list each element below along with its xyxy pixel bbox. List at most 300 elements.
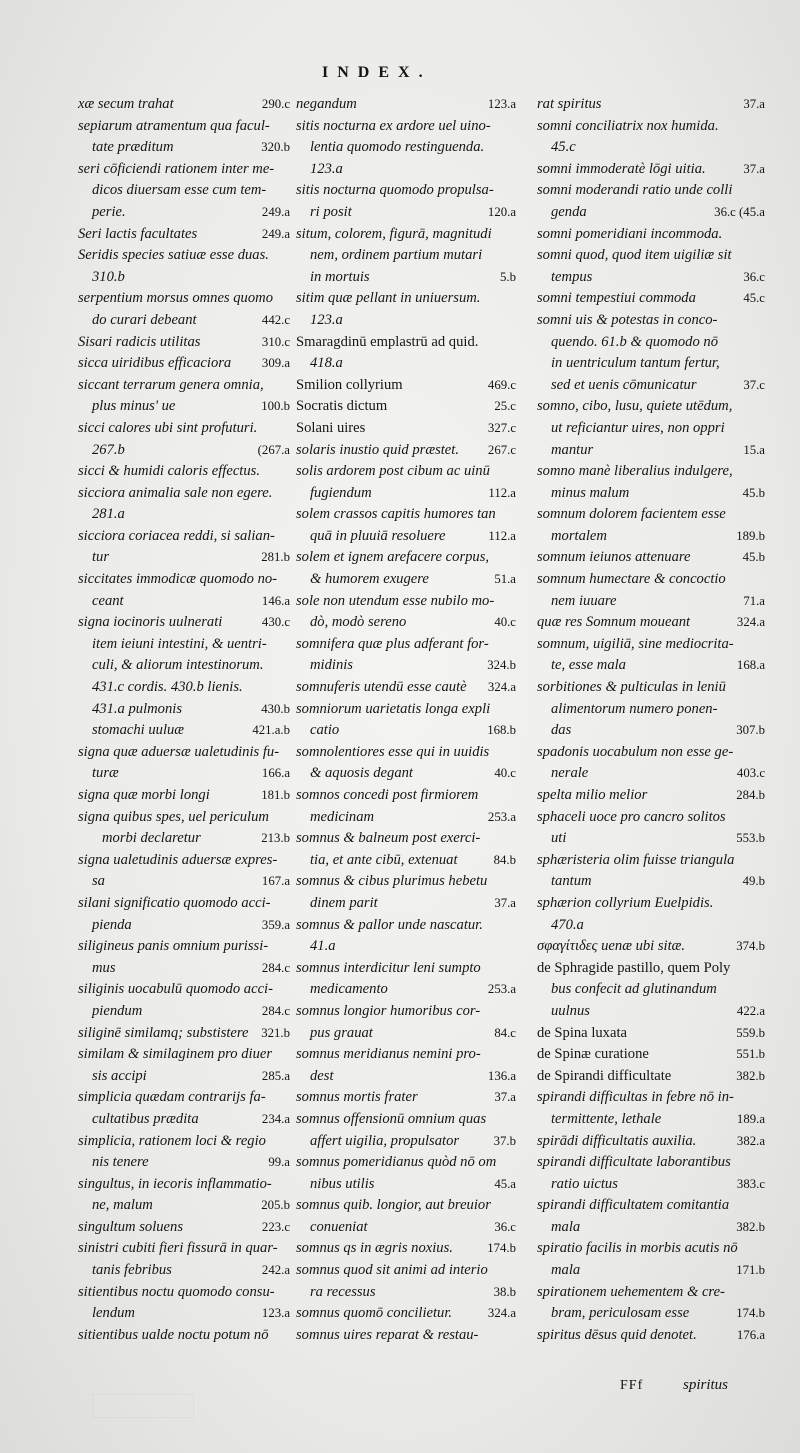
entry-text: tantum xyxy=(551,873,592,890)
page-reference: 181.b xyxy=(261,788,290,802)
page-reference: 321.b xyxy=(261,1025,290,1040)
index-entry xyxy=(296,116,516,138)
index-column-1 xyxy=(78,94,290,1346)
entry-text: nibus utilis xyxy=(310,1175,375,1192)
entry-text: seri cōficiendi rationem inter me- xyxy=(78,160,275,177)
page-reference: 382.b xyxy=(736,1219,765,1234)
index-entry xyxy=(296,202,516,224)
page-reference: 382.b xyxy=(736,1068,765,1083)
index-entry xyxy=(537,828,765,850)
entry-text: pus grauat xyxy=(310,1024,373,1041)
index-entry xyxy=(537,440,765,462)
page-reference: 359.a xyxy=(261,917,290,932)
entry-text: spiritus dēsus quid denotet. xyxy=(537,1326,697,1343)
faded-stamp xyxy=(92,1394,194,1418)
page-reference: 37.c xyxy=(743,377,765,392)
page-reference: 324.a xyxy=(487,680,516,695)
entry-text: silani significatio quomodo acci- xyxy=(78,894,271,911)
entry-text: Sisari radicis utilitas xyxy=(78,333,201,350)
entry-text: sis accipi xyxy=(92,1067,147,1084)
index-entry xyxy=(537,1195,765,1217)
index-entry xyxy=(78,634,290,656)
index-entry xyxy=(537,655,765,677)
index-entry xyxy=(537,547,765,569)
index-entry xyxy=(296,1023,516,1045)
index-entry xyxy=(537,785,765,807)
entry-text: spirandi difficultas in febre nō in- xyxy=(537,1089,734,1106)
entry-text: ra recessus xyxy=(310,1283,376,1300)
index-entry xyxy=(537,1174,765,1196)
page-reference: 168.a xyxy=(736,658,765,673)
entry-text: siccant terrarum genera omnia, xyxy=(78,376,264,393)
index-entry xyxy=(296,332,516,354)
page-reference: 442.c xyxy=(261,312,290,327)
entry-text: sa xyxy=(92,873,105,890)
entry-text: te, esse mala xyxy=(551,657,626,674)
index-entry xyxy=(78,375,290,397)
entry-text: turæ xyxy=(92,765,119,782)
index-entry xyxy=(78,1174,290,1196)
page-reference: 430.c xyxy=(261,615,290,630)
entry-text: minus malum xyxy=(551,484,630,501)
entry-text: 418.a xyxy=(310,355,343,372)
entry-text: signa iocinoris uulnerati xyxy=(78,614,223,631)
entry-text: somnus uires reparat & restau- xyxy=(296,1326,479,1343)
entry-text: somni tempestiui commoda xyxy=(537,290,696,307)
entry-text: 310.b xyxy=(92,268,125,285)
entry-text: simplicia quædam contrarijs fa- xyxy=(78,1089,266,1106)
entry-text: spirādi difficultatis auxilia. xyxy=(537,1132,697,1149)
index-entry xyxy=(78,1282,290,1304)
entry-text: somnus qs in ægris noxius. xyxy=(296,1240,453,1257)
entry-text: sicciora animalia sale non egere. xyxy=(78,484,273,501)
index-entry xyxy=(296,785,516,807)
entry-text: in mortuis xyxy=(310,268,370,285)
entry-text: somnum humectare & concoctio xyxy=(537,571,726,588)
entry-text: solaris inustio quid præstet. xyxy=(296,441,459,458)
index-entry xyxy=(78,504,290,526)
entry-text: quā in pluuiā resoluere xyxy=(310,527,446,544)
index-entry xyxy=(537,202,765,224)
index-entry xyxy=(296,375,516,397)
entry-text: dest xyxy=(310,1067,334,1084)
index-entry xyxy=(296,591,516,613)
entry-text: somnus mortis frater xyxy=(296,1089,418,1106)
index-entry xyxy=(296,267,516,289)
index-entry xyxy=(537,418,765,440)
entry-text: Socratis dictum xyxy=(296,398,388,415)
entry-text: mala xyxy=(551,1218,581,1235)
page-reference: 174.b xyxy=(736,1306,765,1321)
page-reference: 421.a.b xyxy=(252,723,290,738)
entry-text: sicci calores ubi sint profuturi. xyxy=(78,419,258,436)
entry-text: ri posit xyxy=(310,203,352,220)
entry-text: termittente, lethale xyxy=(551,1110,662,1127)
index-entry xyxy=(296,440,516,462)
entry-text: genda xyxy=(551,203,587,220)
entry-text: alimentorum numero ponen- xyxy=(551,700,718,717)
entry-text: ratio uictus xyxy=(551,1175,618,1192)
page-reference: 45.c xyxy=(743,291,765,306)
index-entry xyxy=(78,1001,290,1023)
entry-text: sinistri cubiti fieri fissurā in quar- xyxy=(78,1240,278,1257)
index-entry xyxy=(537,526,765,548)
index-entry xyxy=(537,1023,765,1045)
page-reference: 136.a xyxy=(487,1068,516,1083)
index-entry xyxy=(296,461,516,483)
entry-text: plus minus' ue xyxy=(92,398,176,415)
index-entry xyxy=(78,137,290,159)
entry-text: 281.a xyxy=(92,506,125,523)
entry-text: Smilion collyrium xyxy=(296,376,403,393)
entry-text: somni moderandi ratio unde colli xyxy=(537,182,733,199)
page-reference: 205.b xyxy=(261,1198,290,1213)
entry-text: serpentium morsus omnes quomo xyxy=(78,290,273,307)
page-reference: 5.b xyxy=(500,269,516,284)
entry-text: spadonis uocabulum non esse ge- xyxy=(537,743,734,760)
index-entry xyxy=(537,893,765,915)
entry-text: somni pomeridiani incommoda. xyxy=(537,225,723,242)
index-entry xyxy=(296,936,516,958)
index-entry xyxy=(537,850,765,872)
index-entry xyxy=(296,1325,516,1347)
entry-text: bus confecit ad glutinandum xyxy=(551,981,717,998)
index-entry xyxy=(296,1195,516,1217)
page-reference: 38.b xyxy=(493,1284,516,1299)
index-entry xyxy=(296,979,516,1001)
index-entry xyxy=(537,224,765,246)
page-reference: 284.b xyxy=(736,788,765,802)
page-reference: 36.c (45.a xyxy=(714,204,765,219)
entry-text: Smaragdinū emplastrū ad quid. xyxy=(296,333,479,350)
entry-text: 470.a xyxy=(551,916,584,933)
index-column-3 xyxy=(537,94,765,1346)
entry-text: somnus quomō concilietur. xyxy=(296,1305,453,1322)
page-reference: 253.a xyxy=(487,982,516,997)
page-reference: 327.c xyxy=(487,420,516,435)
entry-text: quæ res Somnum moueant xyxy=(537,614,691,631)
entry-text: ceant xyxy=(92,592,124,609)
index-entry xyxy=(296,180,516,202)
index-entry xyxy=(296,699,516,721)
page-reference: 167.a xyxy=(261,874,290,889)
page-reference: 234.a xyxy=(261,1111,290,1126)
entry-text: 431.a pulmonis xyxy=(92,700,182,717)
index-entry xyxy=(537,310,765,332)
entry-text: item ieiuni intestini, & uentri- xyxy=(92,635,267,652)
page-reference: 40.c xyxy=(494,766,516,781)
entry-text: sphaceli uoce pro cancro solitos xyxy=(537,808,726,825)
index-entry xyxy=(78,915,290,937)
entry-text: spelta milio melior xyxy=(537,787,648,803)
page-reference: 40.c xyxy=(494,615,516,630)
entry-text: somnuferis utendū esse cautè xyxy=(296,679,467,696)
entry-text: de Spirandi difficultate xyxy=(537,1067,672,1084)
index-entry xyxy=(78,677,290,699)
entry-text: de Sphragide pastillo, quem Poly xyxy=(537,959,731,976)
index-entry xyxy=(296,1303,516,1325)
index-entry xyxy=(296,1001,516,1023)
entry-text: tanis febribus xyxy=(92,1262,172,1279)
entry-text: sepiarum atramentum qua facul- xyxy=(78,117,270,134)
page-reference: 36.c xyxy=(494,1219,516,1234)
entry-text: affert uigilia, propulsator xyxy=(310,1132,460,1149)
page-reference: 310.c xyxy=(261,334,290,349)
index-entry xyxy=(296,807,516,829)
entry-text: somnus & balneum post exerci- xyxy=(296,830,481,847)
index-entry xyxy=(296,396,516,418)
index-entry xyxy=(296,1087,516,1109)
index-entry xyxy=(78,871,290,893)
index-entry xyxy=(296,288,516,310)
entry-text: rat spiritus xyxy=(537,96,602,112)
index-entry xyxy=(537,1303,765,1325)
entry-text: somnus meridianus nemini pro- xyxy=(296,1046,481,1063)
entry-text: somnum, uigiliā, sine mediocrita- xyxy=(537,635,734,652)
index-entry xyxy=(296,915,516,937)
entry-text: nem iuuare xyxy=(551,592,617,609)
entry-text: somnum dolorem facientem esse xyxy=(537,506,726,523)
index-entry xyxy=(296,763,516,785)
index-entry xyxy=(296,1152,516,1174)
catchword: spiritus xyxy=(682,1377,728,1393)
index-entry xyxy=(78,1260,290,1282)
entry-text: spiratio facilis in morbis acutis nō xyxy=(537,1240,738,1257)
index-entry xyxy=(296,526,516,548)
index-entry xyxy=(537,483,765,505)
entry-text: midinis xyxy=(310,657,353,674)
page-reference: 15.a xyxy=(743,442,765,457)
index-entry xyxy=(78,1023,290,1045)
index-entry xyxy=(537,288,765,310)
page-reference: 285.a xyxy=(261,1068,290,1083)
index-entry xyxy=(78,893,290,915)
entry-text: & aquosis degant xyxy=(310,765,413,782)
index-entry xyxy=(537,1044,765,1066)
entry-text: sphæristeria olim fuisse triangula xyxy=(537,851,735,868)
entry-text: somnus longior humoribus cor- xyxy=(296,1002,481,1019)
entry-text: do curari debeant xyxy=(92,311,197,328)
index-entry xyxy=(78,224,290,246)
index-entry xyxy=(78,958,290,980)
entry-text: uulnus xyxy=(551,1002,590,1019)
index-entry xyxy=(78,440,290,462)
page-reference: 551.b xyxy=(736,1047,765,1062)
entry-text: piendum xyxy=(92,1002,143,1019)
index-entry xyxy=(296,1238,516,1260)
page-reference: 99.a xyxy=(268,1155,290,1170)
index-entry xyxy=(78,1238,290,1260)
page-reference: 249.a xyxy=(261,226,290,241)
page-reference: 553.b xyxy=(736,831,765,846)
index-entry xyxy=(78,353,290,375)
entry-text: sicci & humidi caloris effectus. xyxy=(78,463,260,480)
index-entry xyxy=(296,159,516,181)
index-entry xyxy=(296,1260,516,1282)
index-entry xyxy=(296,634,516,656)
index-entry xyxy=(78,1303,290,1325)
page-reference: 307.b xyxy=(736,723,765,738)
entry-text: tur xyxy=(92,549,110,566)
entry-text: nis tenere xyxy=(92,1154,149,1171)
index-entry xyxy=(537,742,765,764)
index-entry xyxy=(296,94,516,116)
entry-text: spirationem uehementem & cre- xyxy=(537,1283,725,1300)
index-entry xyxy=(78,332,290,354)
page-reference: 281.b xyxy=(261,550,290,565)
entry-text: cultatibus prædita xyxy=(92,1110,199,1127)
entry-text: 431.c cordis. 430.b lienis. xyxy=(92,679,243,696)
entry-text: medicamento xyxy=(310,981,388,998)
entry-text: sitientibus noctu quomodo consu- xyxy=(78,1283,275,1300)
page-reference: 45.b xyxy=(742,485,765,500)
index-entry xyxy=(537,1109,765,1131)
entry-text: mantur xyxy=(551,441,594,458)
entry-text: in uentriculum tantum fertur, xyxy=(551,355,720,372)
index-entry xyxy=(537,1131,765,1153)
page-reference: 37.b xyxy=(493,1133,516,1148)
index-entry xyxy=(537,94,765,116)
page-reference: 242.a xyxy=(261,1263,290,1278)
index-entry xyxy=(537,375,765,397)
entry-text: bram, periculosam esse xyxy=(551,1305,690,1322)
index-entry xyxy=(537,504,765,526)
index-entry xyxy=(537,763,765,785)
entry-text: situm, colorem, figurā, magnitudi xyxy=(296,225,492,242)
index-entry xyxy=(78,785,290,807)
entry-text: nem, ordinem partium mutari xyxy=(310,247,483,264)
entry-text: sitientibus ualde noctu potum nō xyxy=(78,1326,269,1343)
entry-text: morbi declaretur xyxy=(102,830,201,847)
entry-text: dicos diuersam esse cum tem- xyxy=(92,182,267,199)
page-reference: 120.a xyxy=(487,204,516,219)
index-entry xyxy=(78,850,290,872)
page-reference: 37.a xyxy=(743,161,765,176)
index-entry xyxy=(296,1174,516,1196)
index-entry xyxy=(296,958,516,980)
page-footer xyxy=(620,1377,728,1394)
page-reference: 253.a xyxy=(487,809,516,824)
page-reference: 84.b xyxy=(493,852,516,867)
page-reference: 45.a xyxy=(494,1176,516,1191)
index-entry xyxy=(537,807,765,829)
index-entry xyxy=(537,699,765,721)
index-entry xyxy=(78,396,290,418)
index-entry xyxy=(296,569,516,591)
entry-text: spirandi difficultate laborantibus xyxy=(537,1154,731,1171)
page-reference: 49.b xyxy=(742,874,765,889)
page-reference: 171.b xyxy=(736,1263,765,1278)
page-reference: 320.b xyxy=(261,140,290,155)
index-entry xyxy=(537,720,765,742)
index-entry xyxy=(537,1217,765,1239)
index-entry xyxy=(78,288,290,310)
entry-text: sitis nocturna quomodo propulsa- xyxy=(296,182,494,199)
page-reference: 324.a xyxy=(487,1306,516,1321)
index-entry xyxy=(296,1066,516,1088)
index-entry xyxy=(78,1195,290,1217)
index-entry xyxy=(537,979,765,1001)
page-reference: 123.a xyxy=(261,1306,290,1321)
entry-text: catio xyxy=(310,722,340,739)
index-entry xyxy=(78,526,290,548)
index-entry xyxy=(78,483,290,505)
page-reference: 249.a xyxy=(261,204,290,219)
index-entry xyxy=(537,569,765,591)
entry-text: de Spina luxata xyxy=(537,1024,627,1041)
entry-text: & humorem exugere xyxy=(310,571,429,588)
page-reference: 112.a xyxy=(488,485,516,500)
entry-text: 267.b xyxy=(92,441,125,458)
page-reference: 36.c xyxy=(743,269,765,284)
entry-text: lentia quomodo restinguenda. xyxy=(310,139,485,156)
page-reference: 189.a xyxy=(736,1111,765,1126)
index-entry xyxy=(78,591,290,613)
entry-text: somnos concedi post firmiorem xyxy=(296,787,479,803)
index-entry xyxy=(296,1109,516,1131)
index-entry xyxy=(78,936,290,958)
page-reference: 290.c xyxy=(261,97,290,111)
index-entry xyxy=(296,1217,516,1239)
entry-text: 123.a xyxy=(310,311,343,328)
entry-text: das xyxy=(551,722,572,739)
index-entry xyxy=(296,547,516,569)
entry-text: somnus quod sit animi ad interio xyxy=(296,1262,488,1279)
index-entry xyxy=(537,591,765,613)
page-reference: 45.b xyxy=(742,550,765,565)
index-entry xyxy=(537,958,765,980)
page-reference: (267.a xyxy=(257,442,290,457)
entry-text: spirandi difficultatem comitantia xyxy=(537,1197,730,1214)
page-reference: 37.a xyxy=(743,97,765,111)
index-entry xyxy=(78,202,290,224)
entry-text: sphærion collyrium Euelpidis. xyxy=(537,894,714,911)
entry-text: somnus interdicitur leni sumpto xyxy=(296,959,481,976)
index-entry xyxy=(296,871,516,893)
entry-text: somnus offensionū omnium quas xyxy=(296,1110,487,1127)
page-reference: 284.c xyxy=(261,960,290,975)
index-entry xyxy=(296,893,516,915)
index-entry xyxy=(296,1044,516,1066)
entry-text: singultus, in iecoris inflammatio- xyxy=(78,1175,272,1192)
page-reference: 71.a xyxy=(743,593,765,608)
entry-text: quendo. 61.b & quomodo nō xyxy=(551,333,719,350)
entry-text: 45.c xyxy=(551,139,576,156)
entry-text: sicca uiridibus efficaciora xyxy=(78,355,232,372)
index-entry xyxy=(296,612,516,634)
entry-text: siliginē similamq; substistere xyxy=(78,1024,249,1041)
entry-text: culi, & aliorum intestinorum. xyxy=(92,657,264,674)
page-reference: 166.a xyxy=(261,766,290,781)
entry-text: somno manè liberalius indulgere, xyxy=(537,463,733,480)
entry-text: somni conciliatrix nox humida. xyxy=(537,117,719,134)
entry-text: sorbitiones & pulticulas in leniū xyxy=(537,679,726,696)
entry-text: signa quæ aduersæ ualetudinis fu- xyxy=(78,743,280,760)
index-entry xyxy=(78,418,290,440)
page-reference: 284.c xyxy=(261,1003,290,1018)
index-entry xyxy=(537,396,765,418)
page-reference: 213.b xyxy=(261,831,290,846)
page-reference: 403.c xyxy=(736,766,765,781)
index-entry xyxy=(78,655,290,677)
page-reference: 309.a xyxy=(261,356,290,371)
index-entry xyxy=(78,1152,290,1174)
index-entry xyxy=(78,267,290,289)
page-title: INDEX. xyxy=(322,64,432,81)
index-entry xyxy=(296,224,516,246)
index-entry xyxy=(78,828,290,850)
index-entry xyxy=(78,1131,290,1153)
